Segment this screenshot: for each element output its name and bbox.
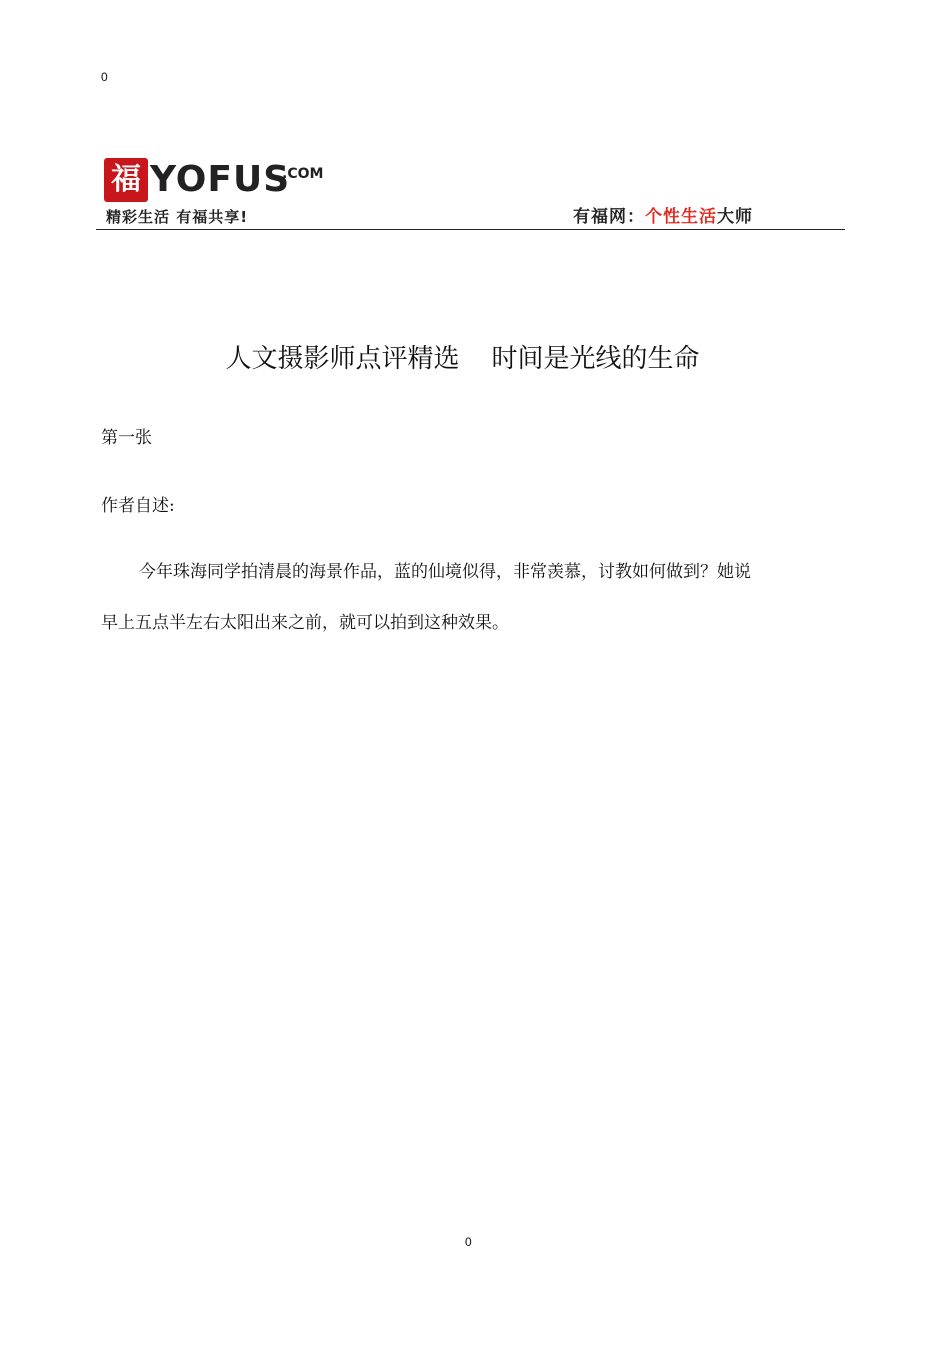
section-label: 第一张 [101,428,152,448]
logo-wordmark: YOFUS [150,159,291,200]
site-motto [573,202,753,227]
page-number-bottom: 0 [465,1235,472,1249]
motto-accent: 个性生活 [645,207,717,227]
logo-domain-suffix: .COM [282,166,324,182]
paragraph-line: 今年珠海同学拍清晨的海景作品，蓝的仙境似得，非常羡慕，讨教如何做到？她说 [139,562,751,582]
title-part-2: 时间是光线的生命 [491,344,700,374]
logo-slogan: 精彩生活 有福共享! [106,208,249,226]
page-number-top: 0 [101,70,108,84]
motto-prefix: 有福网： [573,207,645,227]
author-statement-label: 作者自述: [101,496,175,516]
site-header [96,150,845,230]
logo-seal-icon: 福 [104,158,148,202]
article-title [0,338,925,375]
motto-suffix: 大师 [717,207,753,227]
title-part-1: 人文摄影师点评精选 [225,344,460,374]
paragraph-line: 早上五点半左右太阳出来之前，就可以拍到这种效果。 [101,613,509,633]
